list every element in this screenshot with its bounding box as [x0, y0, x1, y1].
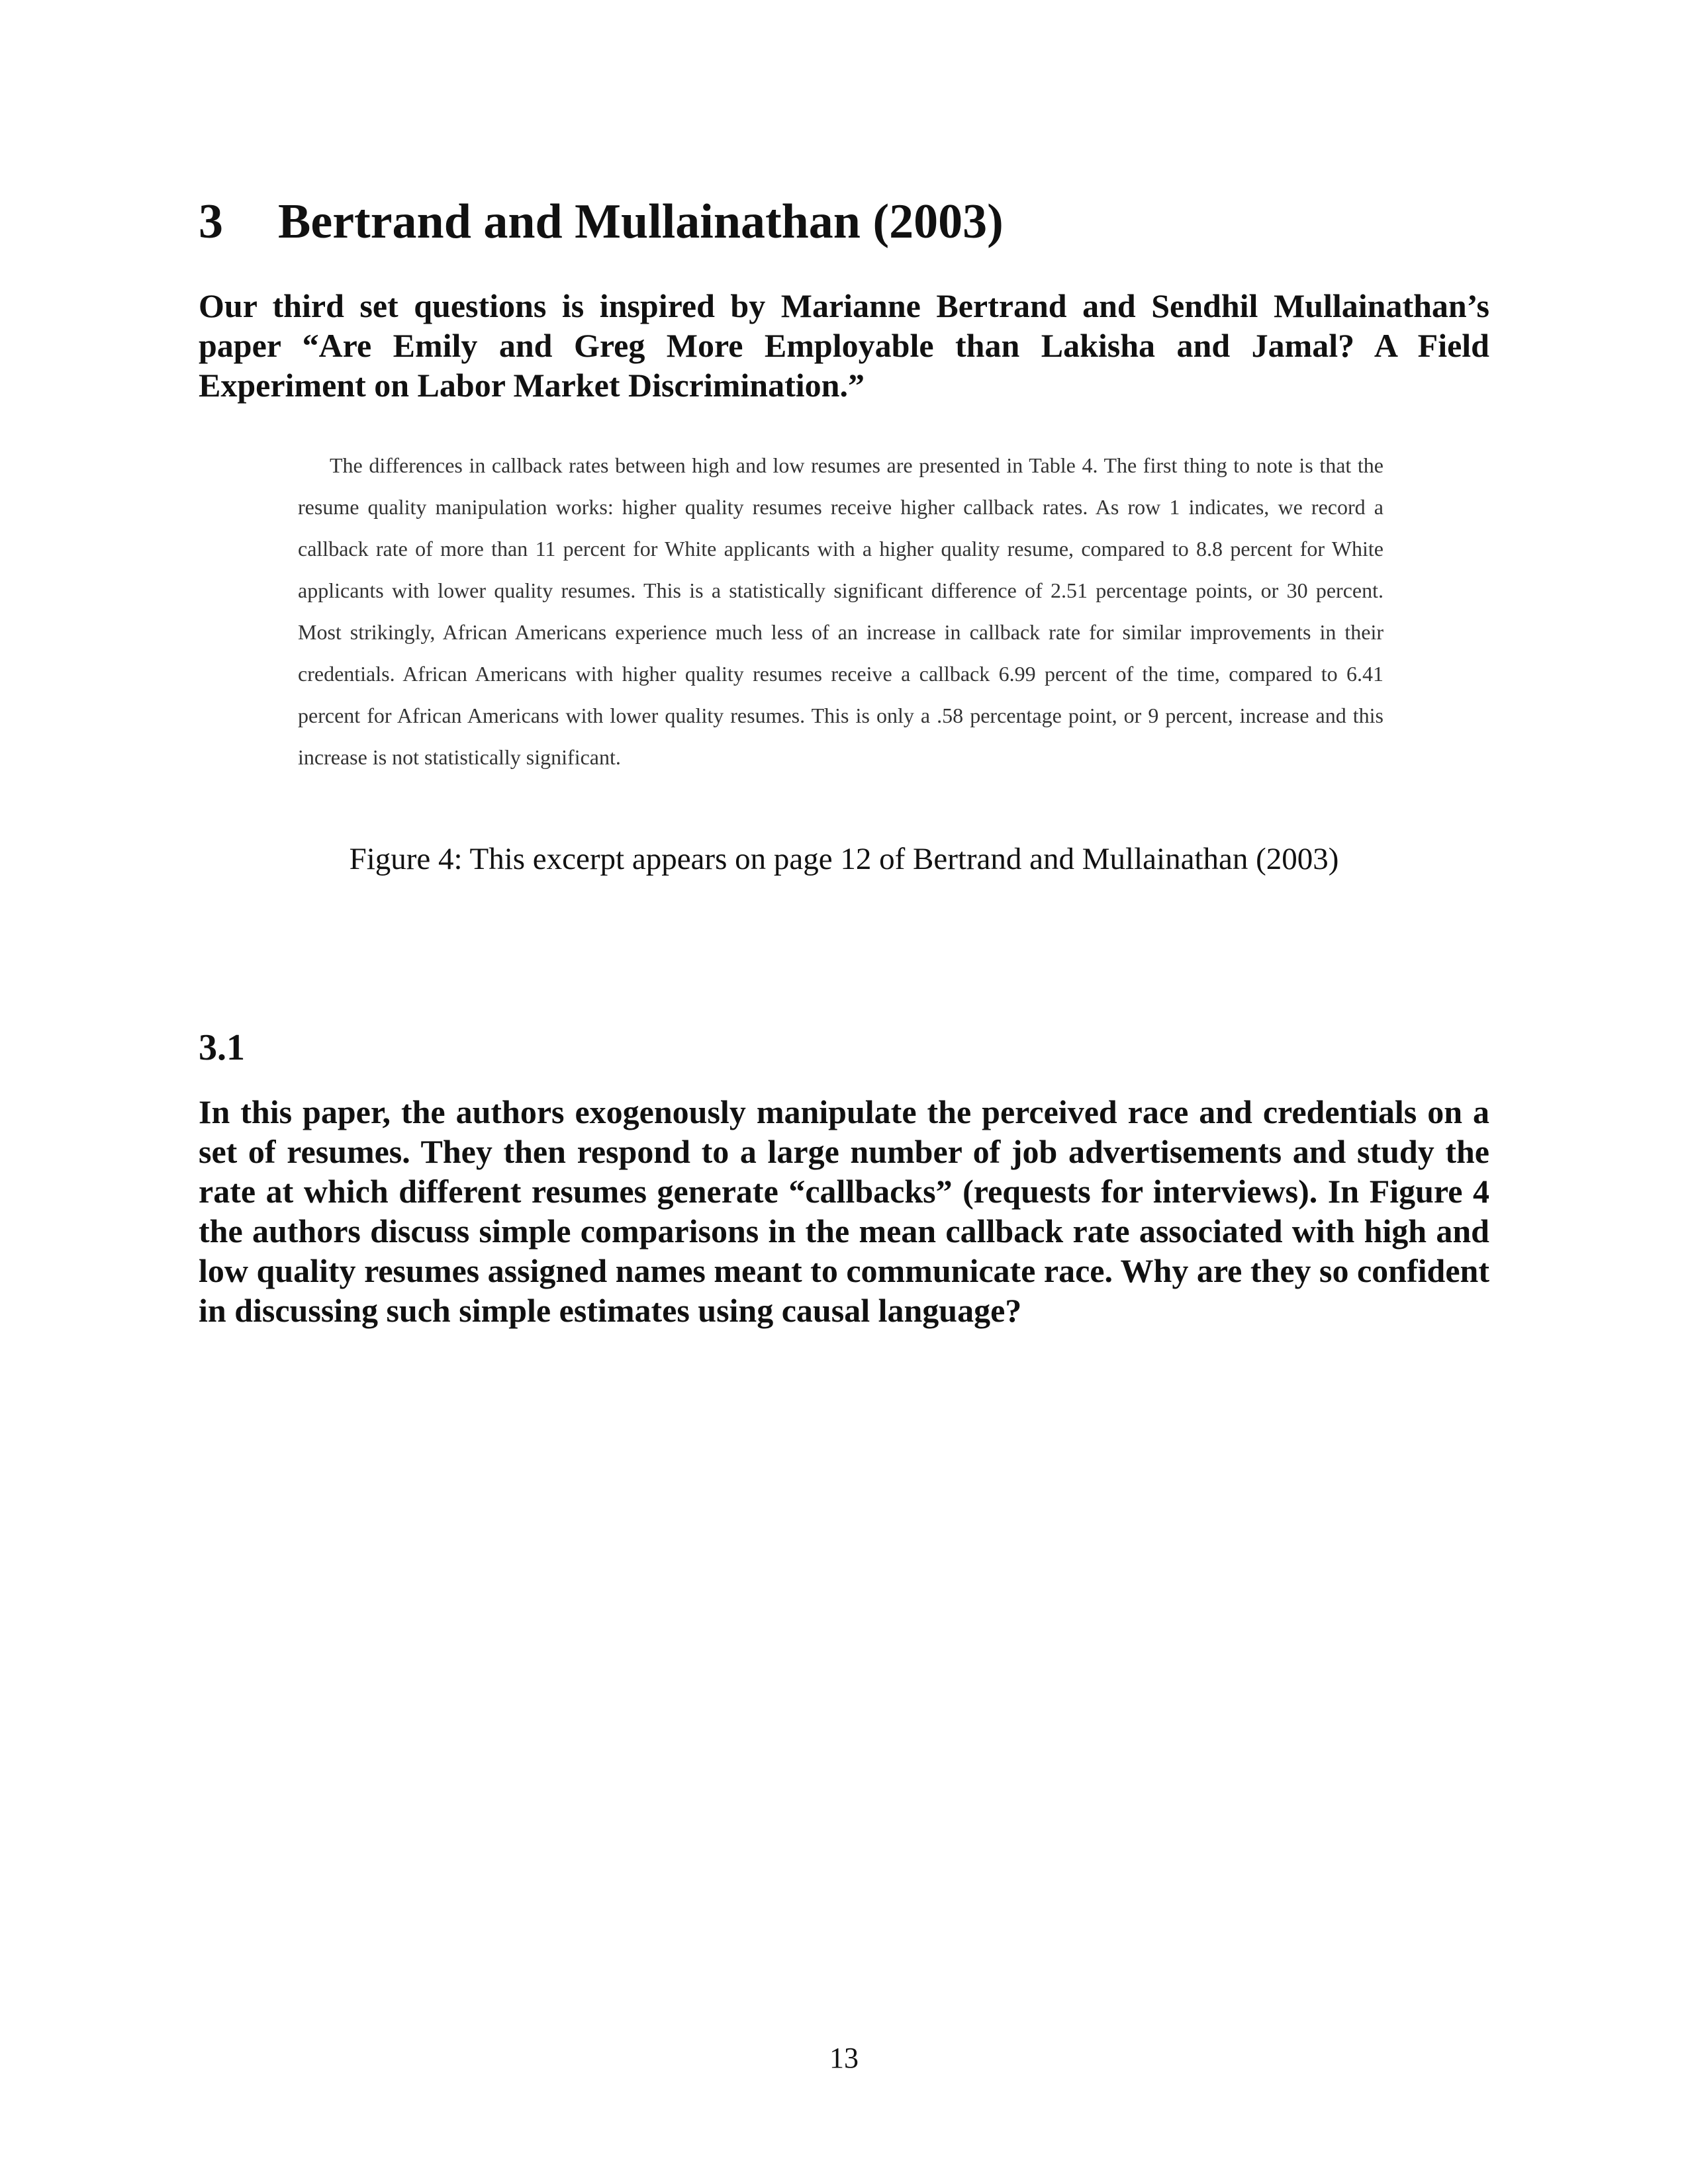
intro-paragraph: Our third set questions is inspired by Marianne Bertrand and Sendhil Mullainathan’s paper “Are Emily and Greg More Employable than Lakisha and Jamal? A Field Experiment on Labor Market Discrimination.”	[199, 287, 1489, 404]
figure-excerpt: The differences in callback rates between high and low resumes are presented in Table 4. The first thing to note is that the resume quality manipulation works: higher quality resumes receive higher callback rates. As row 1 indicates, we record a callback rate of more than 11 percent for White applicants with a higher quality resume, compared to 8.8 percent for White applicants with lower quality resumes. This is a statistically significant difference of 2.51 percentage points, or 30 percent. Most strikingly, African Americans experience much less of an increase in callback rate for similar improvements in their credentials. African Americans with higher quality resumes receive a callback 6.99 percent of the time, compared to 6.41 percent for African Americans with lower quality resumes. This is only a .58 percentage point, or 9 percent, increase and this increase is not statistically significant.	[298, 453, 1383, 769]
page-number: 13	[829, 2042, 859, 2074]
section-heading	[199, 192, 1496, 251]
section-number: 3	[199, 195, 223, 249]
figure-caption: Figure 4: This excerpt appears on page 12 of Bertrand and Mullainathan (2003)	[349, 842, 1339, 876]
question-paragraph: In this paper, the authors exogenously manipulate the perceived race and credentials on a set of resumes. They then respond to a large number of job advertisements and study the rate at which different resumes generate “callbacks” (requests for interviews). In Figure 4 the authors discuss simple comparisons in the mean callback rate associated with high and low quality resumes assigned names meant to communicate race. Why are they so confident in discussing such simple estimates using causal language?	[199, 1093, 1489, 1329]
subsection-heading: 3.1	[199, 1027, 245, 1068]
section-title: Bertrand and Mullainathan (2003)	[278, 195, 1004, 249]
